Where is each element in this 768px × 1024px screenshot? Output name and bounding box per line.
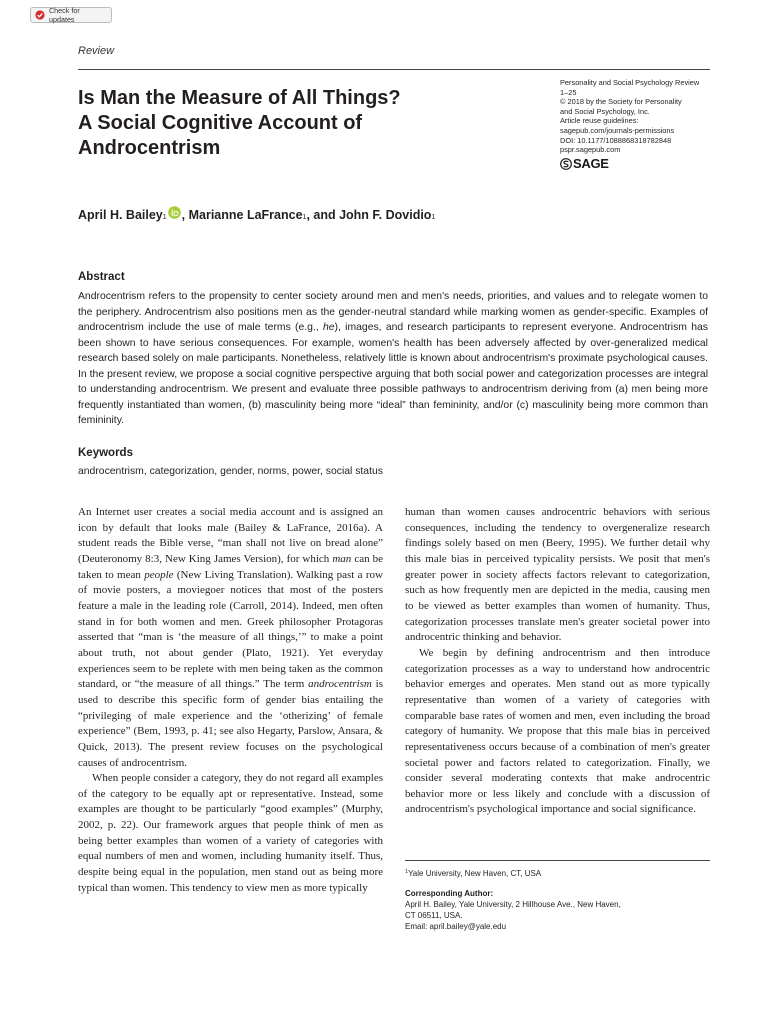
check-for-updates-button[interactable] — [30, 7, 112, 23]
section-label: Review — [78, 45, 115, 57]
corresponding-author-email[interactable]: Email: april.bailey@yale.edu — [405, 922, 507, 931]
body-paragraph: We begin by defining androcentrism and then introduce categorization processes as a way to understand how androcentric behavior emerges and operates. Men stand out as more typically representative than women of a variety of categories with comparable base rates of women and men, even including the broad category of humanity. We propose that this male bias in perceived representativeness occurs because of a combination of men's greater societal power and factors related to categorization. Finally, we consider several moderating contexts that make androcentric behavior more or less likely and conclude with a discussion of androcentrism's psychological importance and social significance. — [405, 646, 710, 816]
crossmark-icon — [35, 10, 45, 20]
author-3-affiliation: 1 — [431, 214, 436, 221]
reuse-guidelines-label: Article reuse guidelines: — [560, 116, 639, 126]
copyright-line-2: and Social Psychology, Inc. — [560, 106, 650, 116]
author-1-name[interactable]: April H. Bailey — [78, 208, 163, 222]
body-paragraph: When people consider a category, they do not regard all examples of the category to be equally apt or representative. Instead, some examples are thought to be particularly “good examples” (Murphy, 2002, p. 22). Our framework argues that people think of men as being better examples than women of a variety of categories with equal numbers of men and women, including humanity itself. Thus, despite being equal in the population, men stand out as being more typical than women. This tendency to view men as more typically — [78, 772, 383, 894]
orcid-icon[interactable] — [168, 206, 181, 219]
body-left-column — [78, 505, 383, 896]
abstract-text: Androcentrism refers to the propensity to center society around men and men's needs, priorities, and values and to relegate women to the periphery. Androcentrism also positions men as the gender-neutral standard while marking women as gender-specific. Examples of androcentrism include the use of male terms (e.g., he), images, and research participants to represent everyone. Androcentrism has been shown to have serious consequences. For example, women's health has been adversely affected by over-generalized medical research based solely on male participants. Nonetheless, relatively little is known about androcentrism's proximate psychological causes. In the present review, we propose a social cognitive perspective arguing that both social power and categorization processes are integral to understanding androcentrism. We present and evaluate three possible pathways to androcentrism deriving from (a) men being more frequently instantiated than women, (b) masculinity being more “ideal” than femininity, and/or (c) masculinity being more common than femininity. — [78, 291, 708, 426]
abstract-heading: Abstract — [78, 271, 125, 283]
author-list — [78, 206, 435, 222]
journal-site-link[interactable]: pspr.sagepub.com — [560, 145, 621, 155]
sage-mark-icon — [560, 158, 572, 170]
title-line-3: Androcentrism — [78, 137, 221, 159]
sage-logo-text: SAGE — [573, 155, 609, 171]
body-paragraph: human than women causes androcentric behaviors with serious consequences, including the tendency to overgeneralize research findings solely based on men (Beery, 1995). We further detail why this male bias in perceived typicality persists. We posit that men's greater power in society affects factors relevant to categorization, such as how frequently men are depicted in the media, causing men to be viewed as better examples than women of humanity. Thus, categorization processes translate men's greater societal power into androcentric thinking and behavior. — [405, 506, 710, 644]
header-divider — [78, 69, 710, 70]
corresponding-author-address-1: April H. Bailey, Yale University, 2 Hillhouse Ave., New Haven, — [405, 900, 621, 909]
article-title — [78, 86, 498, 161]
author-2-name[interactable]: , Marianne LaFrance — [181, 208, 303, 222]
footnote-divider — [405, 860, 710, 861]
reuse-guidelines-link[interactable]: sagepub.com/journals-permissions — [560, 125, 675, 135]
copyright-line-1: © 2018 by the Society for Personality — [560, 97, 682, 107]
keywords-list: androcentrism, categorization, gender, norms, power, social status — [78, 466, 383, 477]
title-line-2: A Social Cognitive Account of — [78, 112, 363, 134]
journal-name: Personality and Social Psychology Review — [560, 78, 700, 87]
keywords-heading: Keywords — [78, 447, 133, 459]
journal-pages: 1–25 — [560, 87, 577, 97]
body-right-column — [405, 505, 710, 818]
body-paragraph: An Internet user creates a social media account and is assigned an icon by default that looks male (Bailey & LaFrance, 2016a). A student reads the Bible verse, “man shall not live on bread alone” (Deuteronomy 8:3, New King James Version), for which man can be taken to mean people (New Living Translation). Walking past a row of movie posters, a moviegoer notices that most of the posters feature a male in the leading role (Carroll, 2014). Indeed, men often stand in for both women and men. Greek philosopher Protagoras asserted that “man is ‘the measure of all things,’” to make a point about truth, not about gender (Plato, 1921). Yet everyday experiences seem to be replete with men being taken as the common standard, or “the measure of all things.” The term androcentrism is used to describe this specific form of gender bias entailing the “privileging of male experience and the ‘otherizing’ of female experience” (Bem, 1993, p. 41; see also Hegarty, Parslow, Ansara, & Quick, 2013). The present review focuses on the psychological causes of androcentrism. — [78, 506, 383, 769]
author-2-affiliation: 1 — [302, 214, 307, 221]
check-for-updates-label: Check for updates — [48, 6, 80, 24]
corresponding-author-address-2: CT 06511, USA. — [405, 911, 463, 920]
author-1-affiliation: 1 — [162, 214, 167, 221]
abstract-italic-he: he — [322, 322, 335, 333]
author-3-name[interactable]: , and John F. Dovidio — [306, 208, 432, 222]
affiliation-footnote: $^1$Yale University, New Haven, CT, USA — [405, 869, 542, 878]
title-line-1: Is Man the Measure of All Things? — [78, 87, 401, 109]
corresponding-author-heading: Corresponding Author: — [405, 889, 494, 898]
doi[interactable]: DOI: 10.1177/1088868318782848 — [560, 135, 672, 145]
sage-logo — [560, 155, 715, 171]
footnotes — [405, 867, 710, 932]
journal-metadata — [560, 78, 715, 170]
